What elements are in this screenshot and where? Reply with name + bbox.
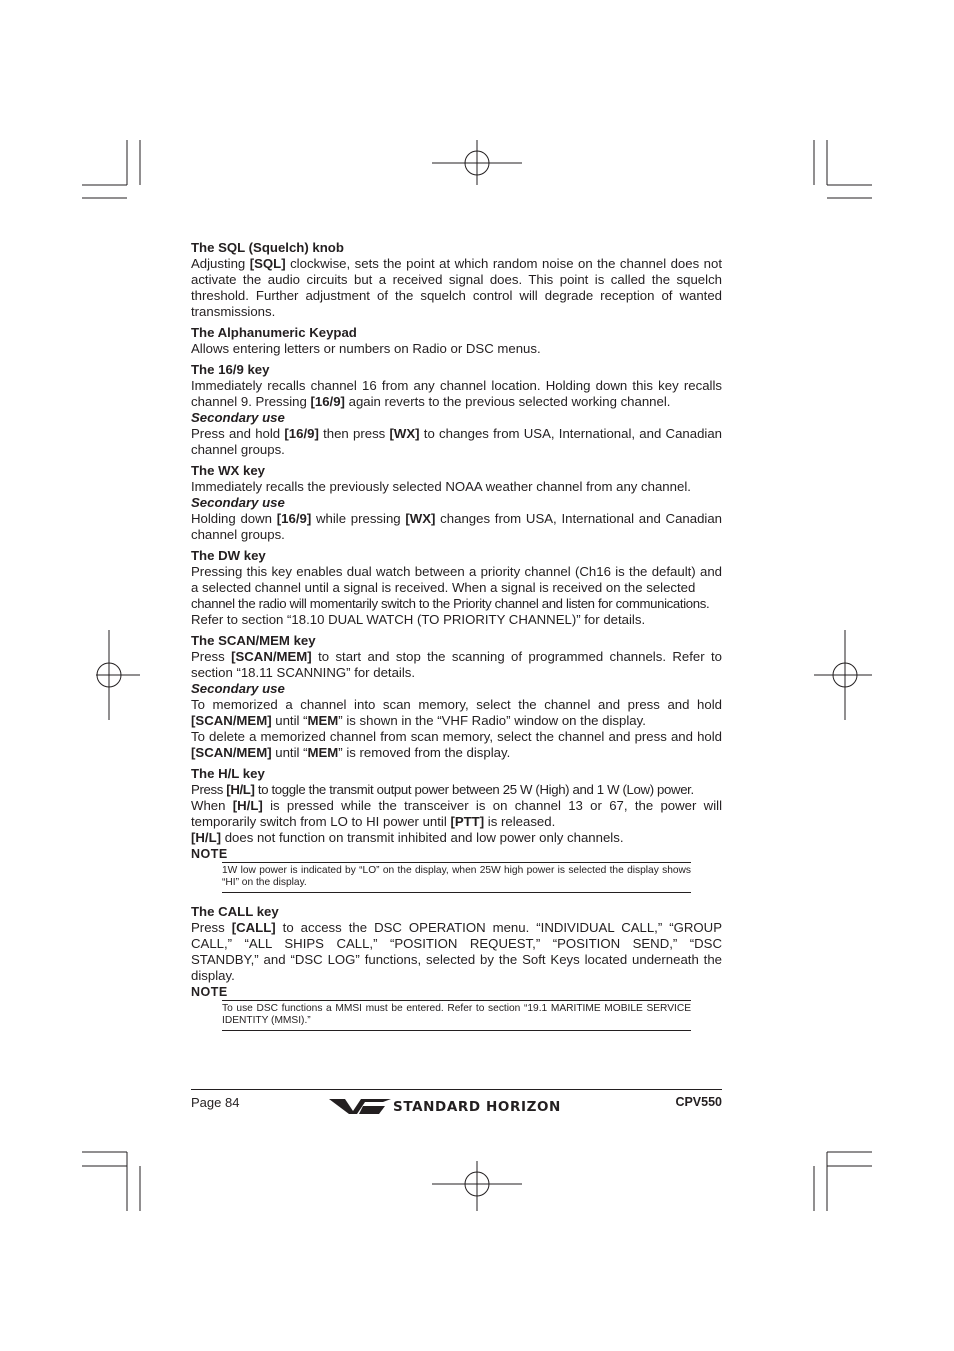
key-label: [H/L] — [232, 798, 263, 813]
paragraph — [191, 920, 722, 984]
note-title: NOTE — [191, 985, 228, 999]
text: to toggle the transmit output power between 25 W (High) and 1 W (Low) power. — [254, 782, 694, 797]
text: until “ — [271, 745, 308, 760]
key-label: MEM — [307, 713, 339, 728]
section-heading: The DW key — [191, 548, 266, 563]
secondary-use-heading: Secondary use — [191, 681, 285, 696]
text: again reverts to the previous selected working channel. — [344, 394, 671, 409]
text: to access the DSC OPERATION menu. “INDIVIDUAL CALL,” “GROUP CALL,” “ALL SHIPS CALL,” “POSITION REQUEST,” “POSITION SEND,” “DSC STANDBY,” and “DSC LOG” functions, selected by the Soft Keys located underneath the display. — [191, 920, 722, 983]
paragraph — [191, 697, 722, 729]
paragraph: Immediately recalls the previously selected NOAA weather channel from any channel. — [191, 479, 691, 494]
page-number: Page 84 — [191, 1095, 240, 1110]
key-label: [SCAN/MEM] — [191, 713, 272, 728]
page-footer — [191, 1089, 722, 1120]
text: Press and hold — [191, 426, 285, 441]
section-16-9-key — [191, 362, 722, 458]
text: while pressing — [311, 511, 406, 526]
text: to changes from USA, International, and Canadian channel groups. — [191, 426, 723, 457]
section-dw-key — [191, 548, 722, 628]
text: changes from USA, International and Canadian channel groups. — [191, 511, 723, 542]
paragraph — [191, 256, 722, 320]
brand-logo — [329, 1097, 587, 1117]
section-wx-key — [191, 463, 722, 543]
brand-name: STANDARD HORIZON — [393, 1099, 561, 1115]
paragraph — [191, 798, 722, 830]
text: When — [191, 798, 233, 813]
key-label: [SCAN/MEM] — [231, 649, 312, 664]
text: then press — [318, 426, 390, 441]
paragraph — [191, 511, 722, 543]
note-box: To use DSC functions a MMSI must be entered. Refer to section “19.1 MARITIME MOBILE SERVICE IDENTITY (MMSI).” — [222, 1000, 691, 1031]
text: is pressed while the transceiver is on channel 13 or 67, the power will temporarily switch from LO to HI power until — [191, 798, 722, 829]
key-label: [16/9] — [310, 394, 345, 409]
paragraph — [191, 378, 722, 410]
section-heading: The SQL (Squelch) knob — [191, 240, 344, 255]
paragraph — [191, 426, 722, 458]
text: until “ — [271, 713, 308, 728]
paragraph: Pressing this key enables dual watch between a priority channel (Ch16 is the default) and a selected channel until a signal is received. When a signal is received on the selected — [191, 564, 722, 595]
text: Adjusting — [191, 256, 250, 271]
page-body — [191, 240, 722, 1031]
section-keypad — [191, 325, 722, 357]
key-label: MEM — [307, 745, 339, 760]
section-heading: The SCAN/MEM key — [191, 633, 316, 648]
key-label: [H/L] — [226, 782, 255, 797]
text: Press — [191, 920, 232, 935]
paragraph: Refer to section “18.10 DUAL WATCH (TO PRIORITY CHANNEL)” for details. — [191, 612, 646, 627]
section-scan-mem-key — [191, 633, 722, 761]
text: clockwise, sets the point at which random noise on the channel does not activate the audio circuits but a received signal does. This point is called the squelch threshold. Further adjustment of the squelch control will degrade reception of wanted transmissions. — [191, 256, 722, 319]
key-label: [WX] — [389, 426, 420, 441]
secondary-use-heading: Secondary use — [191, 410, 285, 425]
paragraph: Allows entering letters or numbers on Radio or DSC menus. — [191, 341, 541, 356]
text: Press — [191, 782, 227, 797]
text: To delete a memorized channel from scan memory, select the channel and press and hold — [191, 729, 722, 744]
section-heading: The WX key — [191, 463, 266, 478]
key-label: [SCAN/MEM] — [191, 745, 272, 760]
model-name: CPV550 — [675, 1095, 722, 1109]
section-heading: The CALL key — [191, 904, 279, 919]
key-label: [SQL] — [249, 256, 286, 271]
paragraph — [191, 830, 722, 846]
section-call-key — [191, 904, 722, 1031]
paragraph — [191, 649, 722, 681]
paragraph — [191, 729, 722, 761]
section-heading: The H/L key — [191, 766, 265, 781]
note-box: 1W low power is indicated by “LO” on the display, when 25W high power is selected the display shows “HI” on the display. — [222, 862, 691, 893]
text: Press — [191, 649, 232, 664]
text: is released. — [484, 814, 556, 829]
key-label: [CALL] — [231, 920, 276, 935]
section-heading: The 16/9 key — [191, 362, 270, 377]
key-label: [16/9] — [284, 426, 319, 441]
text: to start and stop the scanning of programmed channels. Refer to section “18.11 SCANNING” for details. — [191, 649, 722, 680]
secondary-use-heading: Secondary use — [191, 495, 285, 510]
text: does not function on transmit inhibited and low power only channels. — [221, 830, 624, 845]
text: To memorized a channel into scan memory, select the channel and press and hold — [191, 697, 722, 712]
paragraph — [191, 782, 722, 798]
key-label: [16/9] — [276, 511, 312, 526]
section-sql — [191, 240, 722, 320]
text: ” is shown in the “VHF Radio” window on the display. — [338, 713, 646, 728]
section-heading: The Alphanumeric Keypad — [191, 325, 357, 340]
paragraph: channel the radio will momentarily switch to the Priority channel and listen for communications. — [191, 596, 710, 611]
key-label: [PTT] — [450, 814, 485, 829]
key-label: [H/L] — [191, 830, 222, 845]
text: ” is removed from the display. — [338, 745, 511, 760]
brand-logo-icon — [329, 1097, 391, 1115]
key-label: [WX] — [405, 511, 436, 526]
section-hl-key — [191, 766, 722, 893]
text: Immediately recalls channel 16 from any channel location. Holding down this key recalls channel 9. Pressing — [191, 378, 722, 409]
note-title: NOTE — [191, 847, 228, 861]
text: Holding down — [191, 511, 277, 526]
